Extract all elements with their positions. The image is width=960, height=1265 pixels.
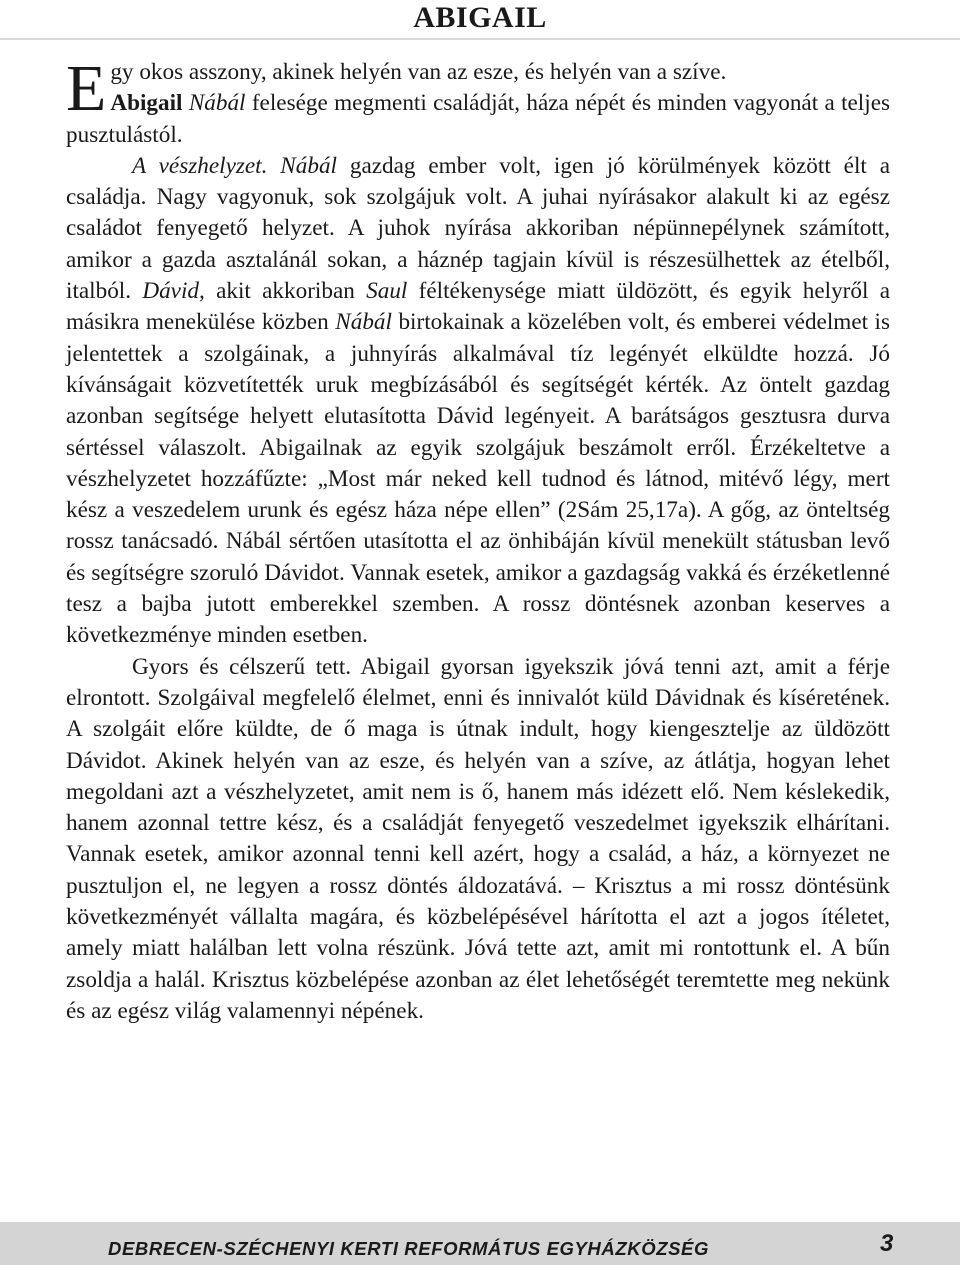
section-action: Gyors és célszerű tett. Abigail gyorsan igyekszik jóvá tenni azt, amit a férje elrontott. Szolgáival megfelelő élelmet, enni és innivalót küld Dávidnak és kíséretének. A szolgáit előre küldte, de ő maga is útnak indult, hogy kiengesztelje az üldözött Dávidot. Akinek helyén van az esze, és helyén van a szíve, az átlátja, hogyan lehet megoldani azt a vészhelyzetet, amit nem is ő, hanem más idézett elő. Nem késlekedik, hanem azonnal tettre kész, és a családját fenyegető veszedelmet igyekszik elhárítani. Vannak esetek, amikor azonnal tenni kell azért, hogy a család, a ház, a környezet ne pusztuljon el, ne legyen a rossz döntés áldozatává. – Krisztus a mi rossz döntésünk következményét vállalta magára, és közbelépésével hárította el azt a jogos ítéletet, amely miatt halálban lett volna részünk. Jóvá tette azt, amit mi rontottunk el. A bűn zsoldja a halál. Krisztus közbelépése azonban az élet lehetőségét teremtette meg nekünk és az egész világ valamennyi népének.: [66, 653, 890, 1024]
name-nabal-1: Nábál: [280, 152, 337, 179]
husband-name: Nábál: [188, 90, 246, 117]
intro-text: gy okos asszony, akinek helyén van az esze, és helyén van a szíve.: [110, 59, 727, 85]
section-emergency: [66, 151, 890, 652]
page-title: ABIGAIL: [413, 1, 547, 34]
article-body: [66, 52, 891, 1027]
page-footer: [0, 1222, 960, 1265]
name-nabal-2: Nábál: [335, 309, 392, 336]
name-saul: Saul: [366, 278, 408, 305]
drop-cap: E: [66, 52, 107, 125]
name-david: Dávid,: [142, 278, 205, 305]
emergency-text-2: akit akkoriban: [204, 278, 367, 305]
emergency-text-3: féltékenysége miatt üldözött, és egyik helyről a másikra menekülése közben: [66, 278, 890, 336]
emergency-text-4: birtokainak a közelében volt, és emberei védelmet is jelentettek a szolgáinak, a juhnyírás alkalmával tíz legényét elküldte hozzá. Jó kívánságait közvetítették uruk megbízásából és segítségét kérték. Az öntelt gazdag azonban segítsége helyett elutasította Dávid legényeit. A barátságos gesztusra durva sértéssel válaszolt. Abigailnak az egyik szolgájuk beszámolt erről. Érzékeltetve a vészhelyzetet hozzáfűzte: „Most már neked kell tudnod és látnod, mitévő légy, mert kész a veszedelem urunk és egész háza népe ellen” (2Sám 25,17a). A gőg, az önteltség rossz tanácsadó. Nábál sértően utasította el az önhibáján kívül menekült státusban levő és segítségre szoruló Dávidot. Vannak esetek, amikor a gazdagság vakká és érzéketlenné tesz a bajba jutott emberekkel szemben. A rossz döntésnek azonban keserves a következménye minden esetben.: [66, 309, 890, 649]
emergency-text-1: gazdag ember volt, igen jó körülmények között élt a családja. Nagy vagyonuk, sok szolgájuk volt. A juhai nyírásakor alakult ki az egész családot fenyegető helyzet. A juhok nyírása akkoriban népünnepélynek számított, amikor a gazda asztalánál sokan, a háznép tagjain kívül is részesülhettek az ételből, italból.: [66, 152, 890, 305]
page-number: 3: [880, 1230, 894, 1257]
summary-text: felesége megmenti családját, háza népét és minden vagyonát a teljes pusztulástól.: [66, 90, 891, 148]
section-heading-emergency: A vészhelyzet.: [132, 152, 268, 179]
page-header: [0, 0, 960, 40]
summary-paragraph: [66, 88, 890, 151]
footer-title: DEBRECEN-SZÉCHENYI KERTI REFORMÁTUS EGYHÁZKÖZSÉG: [108, 1238, 709, 1259]
subject-name: Abigail: [110, 90, 183, 117]
